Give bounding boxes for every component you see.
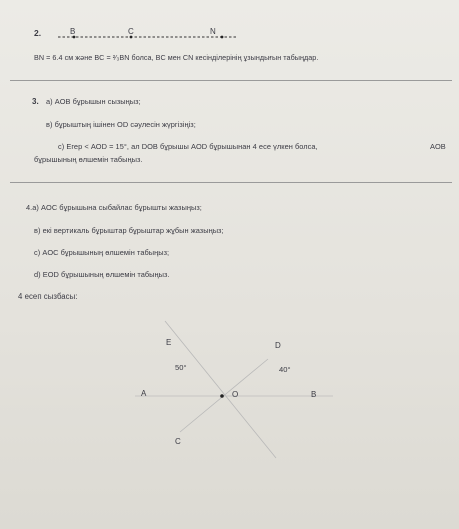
label-o: O <box>232 390 239 399</box>
task3-c1-right: AOB <box>430 142 446 151</box>
point-o <box>220 394 224 398</box>
task4-d: d) EOD бұрышының өлшемін табыңыз. <box>34 270 170 279</box>
angle-40-label: 40° <box>279 365 291 374</box>
point-b-label: B <box>70 27 76 36</box>
point-n-label: N <box>210 27 216 36</box>
point-c-label: C <box>128 27 134 36</box>
task3-number: 3. <box>32 97 39 106</box>
task4-caption: 4 есеп сызбасы: <box>18 292 78 301</box>
label-b: B <box>311 390 317 399</box>
line-cd <box>180 359 268 432</box>
task2-number: 2. <box>34 28 42 38</box>
task3-a: а) AOB бұрышын сызыңыз; <box>46 97 141 106</box>
task4-a: 4.а) AOC бұрышына сыбайлас бұрышты жазыңыз; <box>26 203 202 212</box>
task3-b: в) бұрыштың ішінен OD сәулесін жүргізіңіз; <box>46 120 196 129</box>
label-d: D <box>275 341 281 350</box>
task2-text: BN = 6.4 см және BC = ²⁄₃BN болса, BC мен CN кесінділерінің ұзындығын табыңдар. <box>34 53 319 62</box>
label-c: C <box>175 437 181 446</box>
angle-50-label: 50° <box>175 363 187 372</box>
task3-c1: с) Егер < AOD = 15°, ал DOB бұрышы AOD бұрышынан 4 есе үлкен болса, <box>58 142 318 151</box>
label-a: A <box>141 389 147 398</box>
ray-eo <box>165 321 276 458</box>
task4-b: в) екі вертикаль бұрыштар бұрыштар жұбын жазыңыз; <box>34 226 224 235</box>
label-e: E <box>166 338 172 347</box>
task4-c: с) AOC бұрышының өлшемін табыңыз; <box>34 248 170 257</box>
task3-c2: бұрышының өлшемін табыңыз. <box>34 155 143 164</box>
